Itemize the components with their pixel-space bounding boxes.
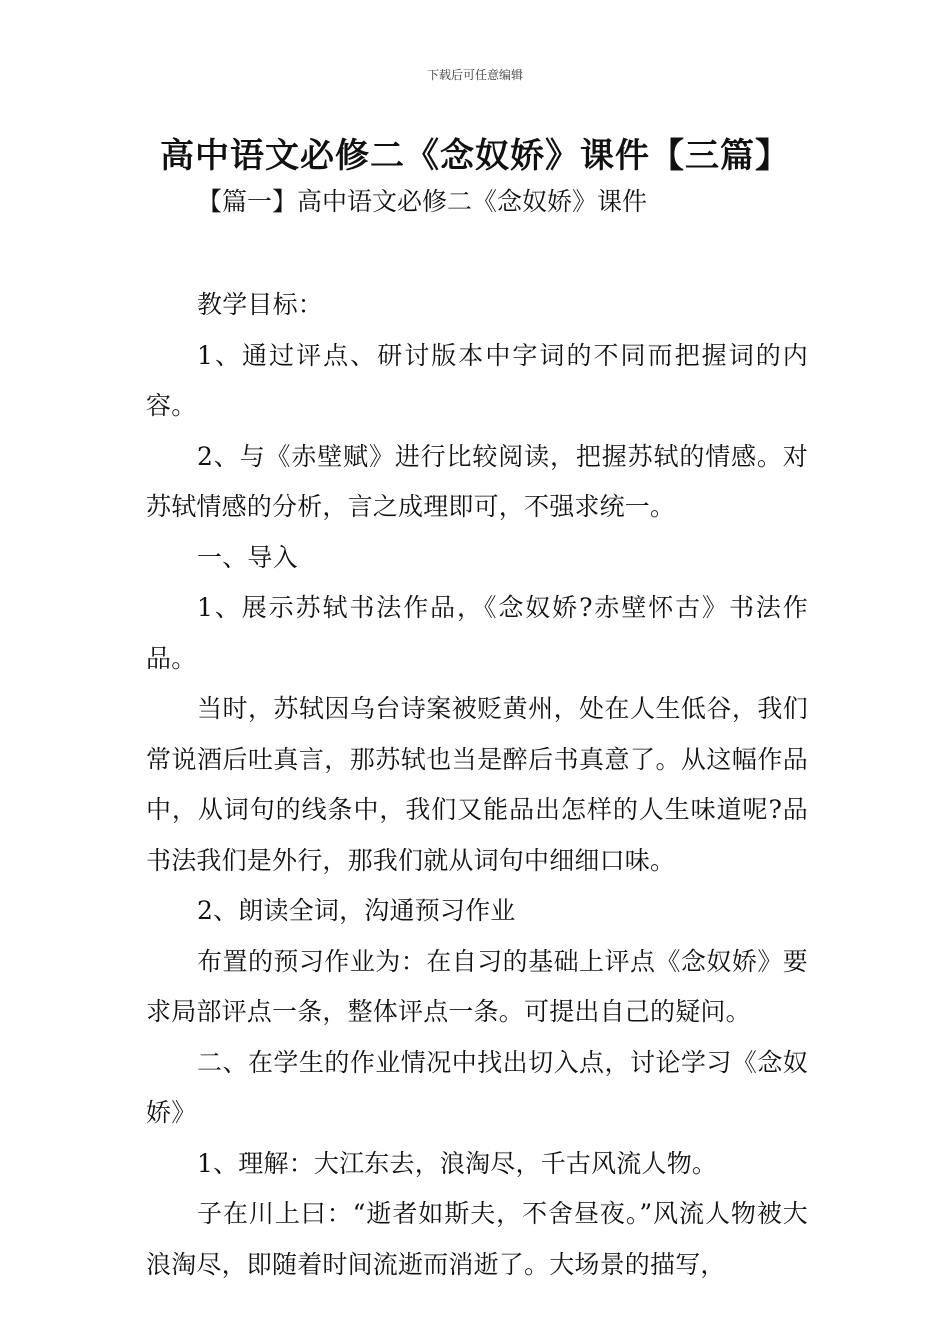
paragraph-intro-2: 2、朗读全词，沟通预习作业 — [197, 896, 516, 925]
paragraph-intro-1: 1、展示苏轼书法作品，《念奴娇?赤壁怀古》书法作品。 — [146, 593, 808, 673]
paragraph-section-intro: 一、导入 — [197, 542, 298, 572]
paragraph-background: 当时，苏轼因乌台诗案被贬黄州，处在人生低谷，我们常说酒后吐真言，那苏轼也当是醉后书真意了。从这幅作品中，从词句的线条中，我们又能品出怎样的人生味道呢?品书法我们是外行，那我们就从词句中细细口味。 — [146, 694, 808, 875]
header-note: 下载后可任意编辑 — [426, 68, 523, 82]
document-title: 高中语文必修二《念奴娇》课件【三篇】 — [160, 136, 790, 176]
paragraph-objective-1: 1、通过评点、研讨版本中字词的不同而把握词的内容。 — [146, 340, 808, 420]
paragraph-section-discussion: 二、在学生的作业情况中找出切入点，讨论学习《念奴娇》 — [146, 1047, 808, 1127]
document-body — [146, 280, 808, 1290]
section-title: 【篇一】高中语文必修二《念奴娇》课件 — [197, 187, 648, 216]
paragraph-homework: 布置的预习作业为：在自习的基础上评点《念奴娇》要求局部评点一条，整体评点一条。可提出自己的疑问。 — [146, 946, 808, 1026]
paragraph-objective-2: 2、与《赤壁赋》进行比较阅读，把握苏轼的情感。对苏轼情感的分析，言之成理即可，不强求统一。 — [146, 441, 808, 521]
paragraph-objectives-heading: 教学目标： — [197, 290, 324, 319]
paragraph-analysis: 子在川上曰：“逝者如斯夫，不舍昼夜。”风流人物被大浪淘尽，即随着时间流逝而消逝了。大场景的描写， — [146, 1199, 808, 1279]
paragraph-understanding-1: 1、理解：大江东去，浪淘尽，千古风流人物。 — [197, 1148, 718, 1178]
